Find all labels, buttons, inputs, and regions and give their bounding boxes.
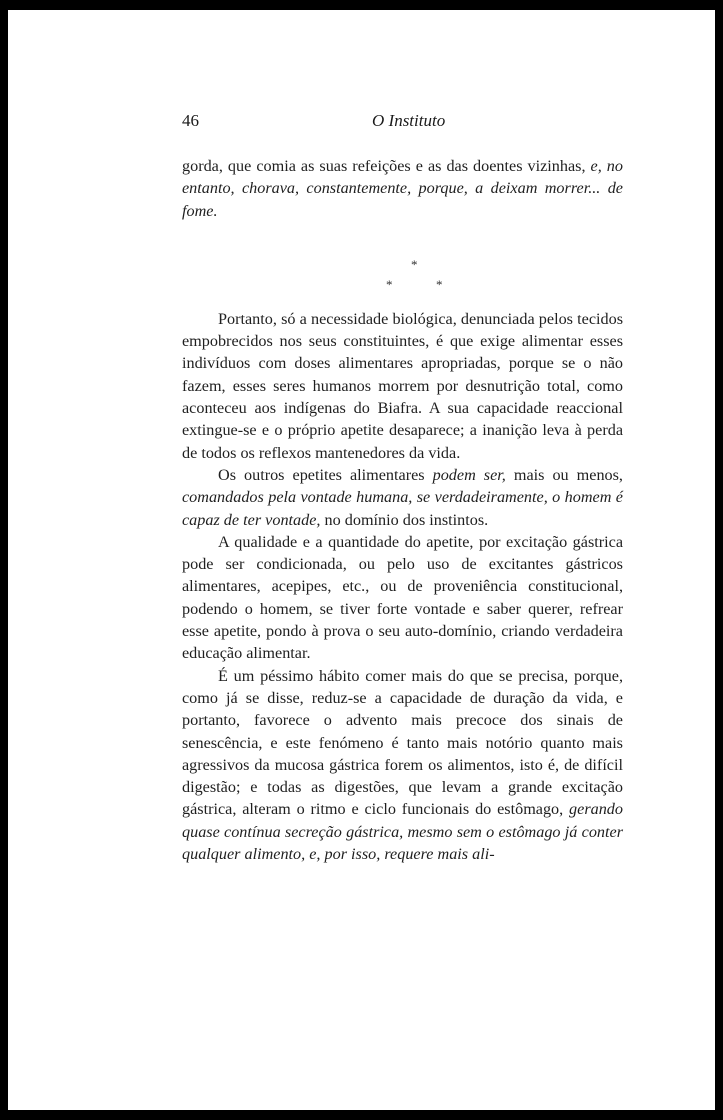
italic-text: e, no entanto, chorava, constantemente, porque, a deixam morrer... de fome.: [182, 157, 623, 220]
paragraph: [182, 464, 623, 531]
asterisk-top: *: [411, 256, 418, 272]
paragraph-text: Os outros epetites alimentares: [218, 465, 433, 484]
italic-text: podem ser,: [432, 465, 506, 484]
paragraph: A qualidade e a quantidade do apetite, por excitação gástrica pode ser condicionada, ou pelo uso de excitantes gástricos alimentares, acepipes, etc., ou de proveniência constitucional, podendo o homem, se tiver forte vontade e saber querer, refrear esse apetite, pondo à prova o seu auto-domínio, criando verdadeira educação alimentar.: [182, 532, 623, 663]
asterisk-right: *: [436, 276, 443, 292]
paragraph-continuation: [182, 155, 623, 222]
paragraph: Portanto, só a necessidade biológica, denunciada pelos tecidos empobrecidos nos seus constituintes, é que exige alimentar esses indivíduos com doses alimentares apropriadas, porque se o não fazem, esses seres humanos morrem por desnutrição total, como aconteceu aos indígenas do Biafra. A sua capacidade reaccional extingue-se e o próprio apetite desaparece; a inanição leva à perda de todos os reflexos mantenedores da vida.: [182, 309, 623, 462]
paragraph-text: no domínio dos instintos.: [320, 510, 489, 529]
page-number: 46: [182, 111, 199, 130]
body-text: [182, 155, 623, 865]
paragraph-text: gorda, que comia as suas refeições e as das doentes vizinhas,: [182, 157, 591, 175]
running-header: [182, 111, 622, 135]
section-break-asterism: [182, 222, 623, 308]
running-title: O Instituto: [372, 111, 446, 130]
paragraph-text: É um péssimo hábito comer mais do que se precisa, porque, como já se disse, reduz-se a capacidade de duração da vida, e portanto, favorece o advento mais precoce dos sinais de senescência, e este fenómeno é tanto mais notório quanto mais agressivos da mucosa gástrica forem os alimentos, isto é, de difícil digestão; e todas as digestões, que levam a grande excitação gástrica, alteram o ritmo e ciclo funcionais do estômago,: [182, 666, 623, 819]
book-page: [8, 10, 715, 1110]
asterisk-left: *: [386, 276, 393, 292]
italic-text: comandados pela vontade humana, se verdadeiramente, o homem é capaz de ter vontade,: [182, 488, 623, 529]
italic-text: gerando quase contínua secreção gástrica, mesmo sem o estômago já conter qualquer alimento, e, por isso, requere mais ali-: [182, 800, 623, 864]
paragraph-text: mais ou menos,: [505, 465, 623, 484]
paragraph: [182, 665, 623, 866]
